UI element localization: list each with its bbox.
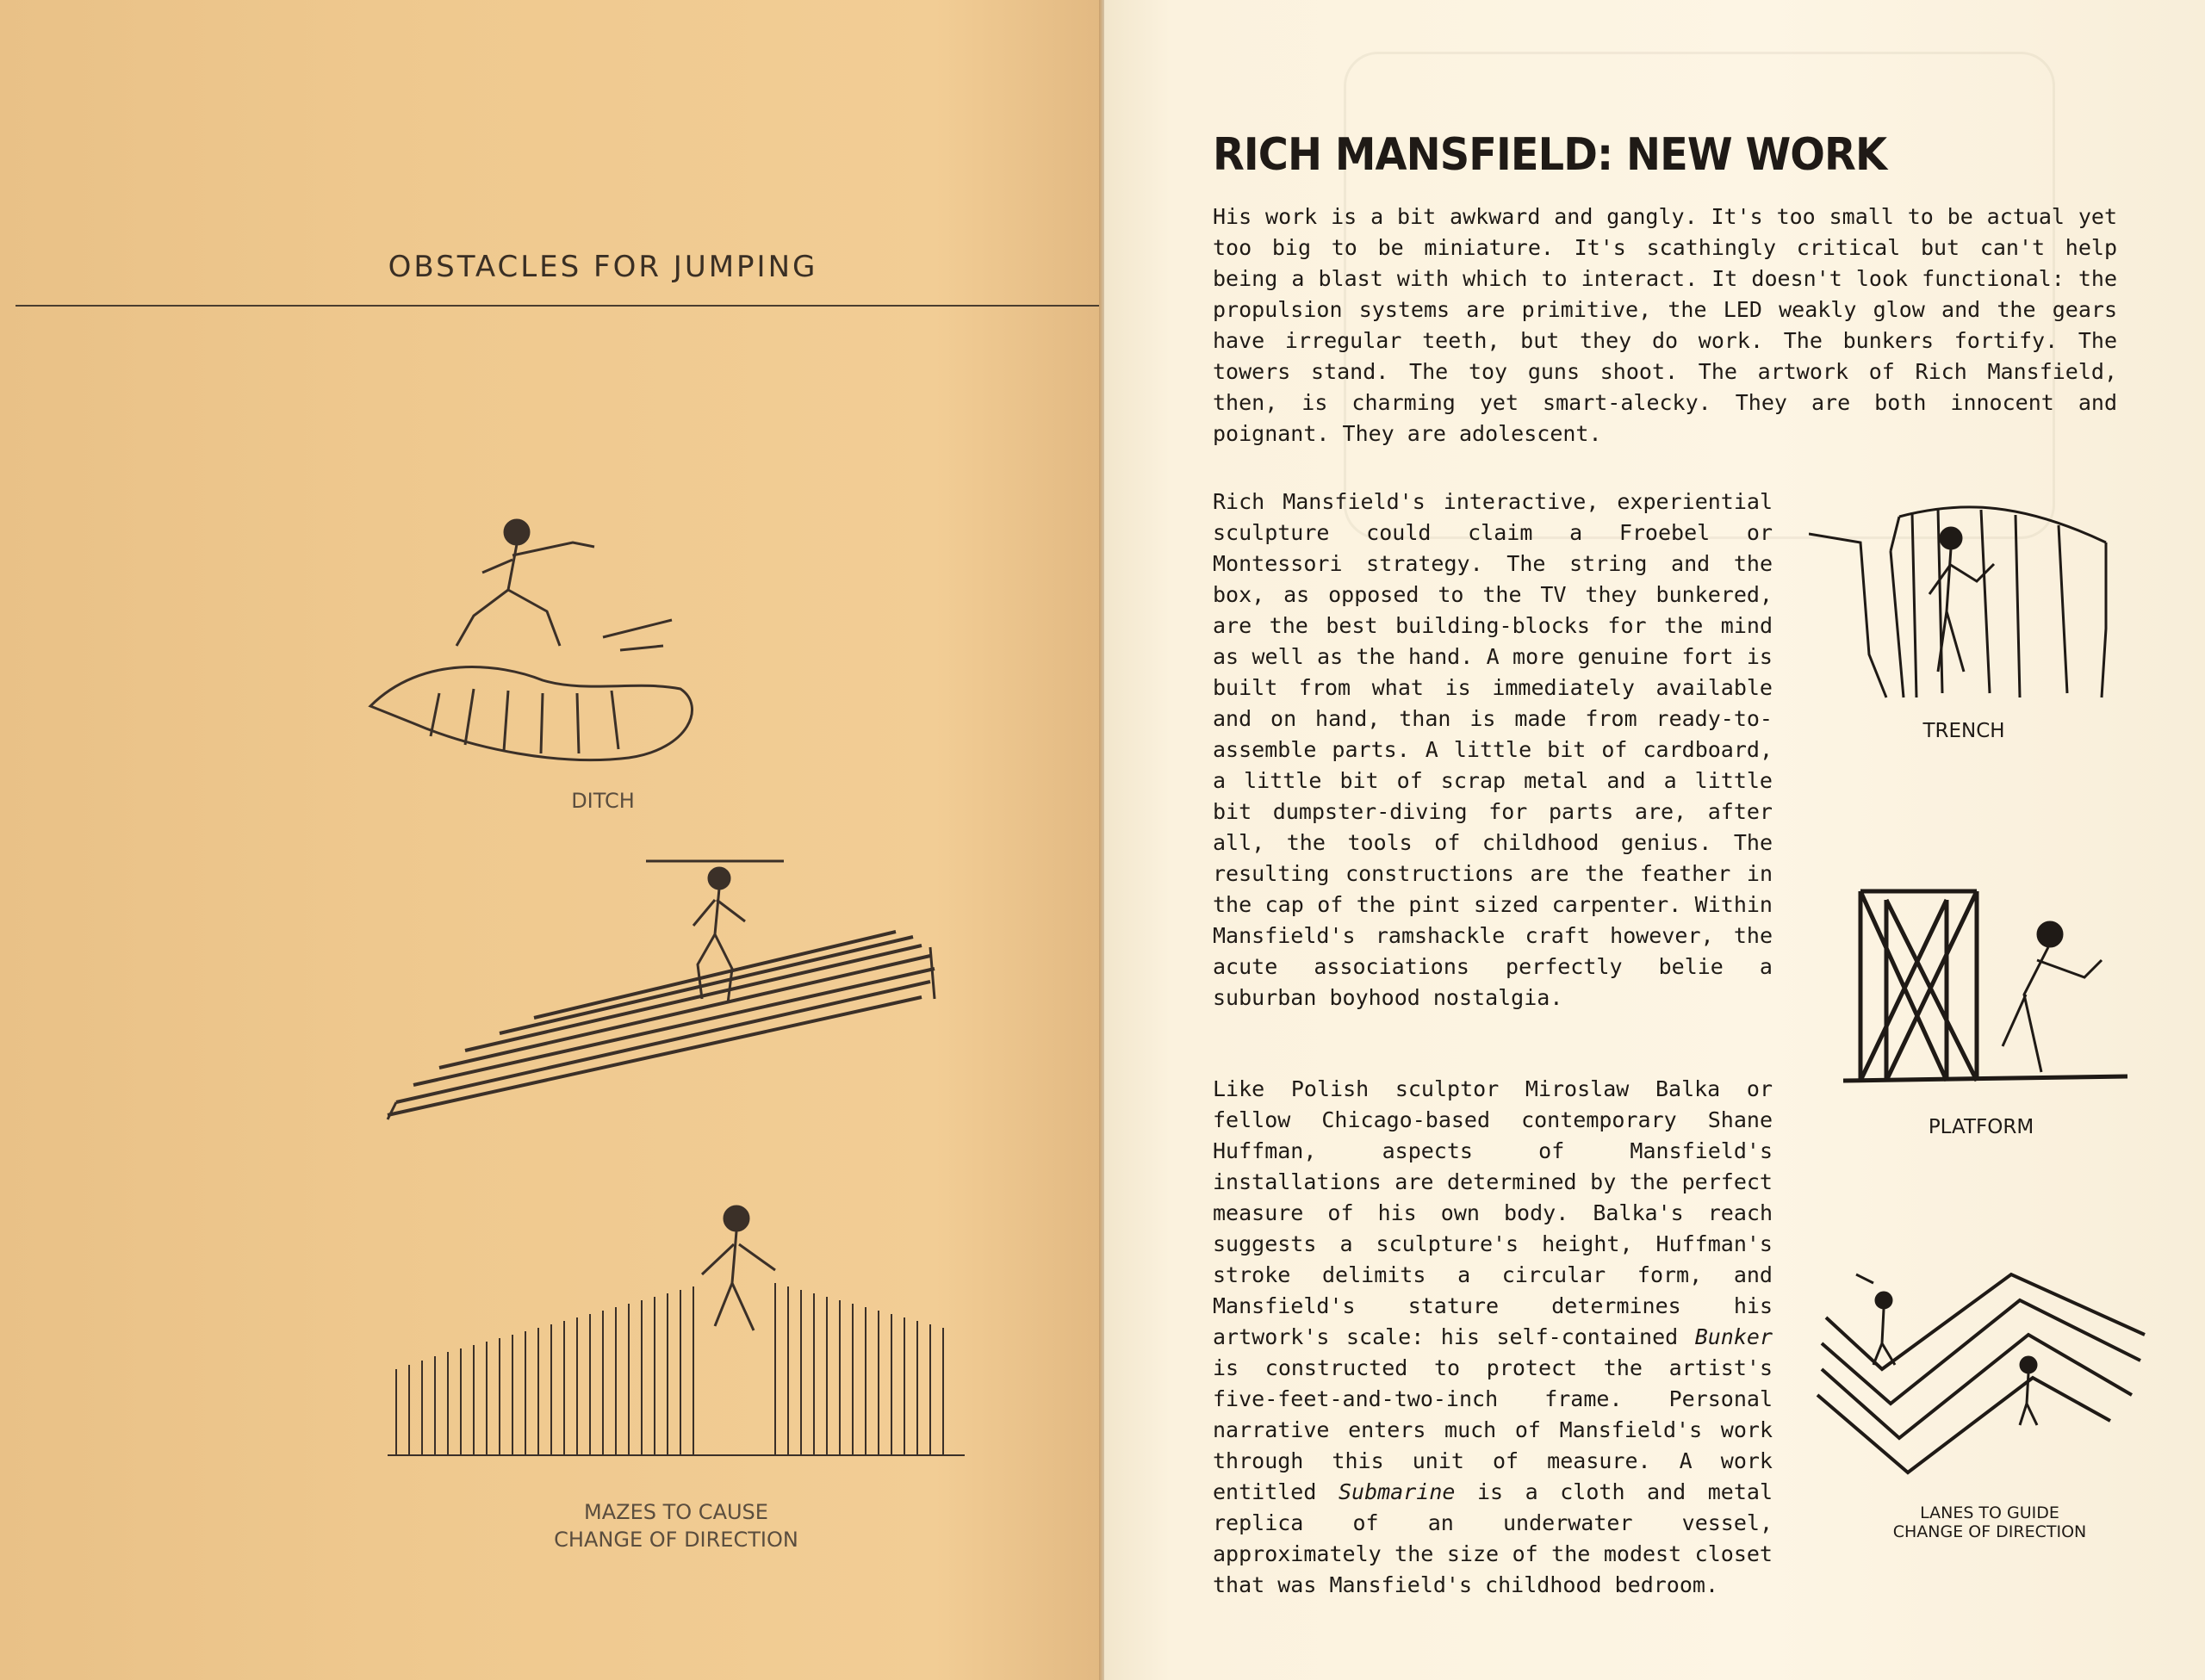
maze-caption [482,1498,870,1553]
left-page-heading: OBSTACLES FOR JUMPING [388,250,818,284]
left-page [0,0,1101,1680]
paragraph-3-part-c: is a cloth and metal replica of an underwater vessel, approximately the size of the modest closet that was Mansfield's childhood bedroom. [1213,1479,1773,1597]
trench-caption: TRENCH [1922,720,2005,742]
bunker-title: Bunker [1694,1324,1773,1349]
intro-paragraph: His work is a bit awkward and gangly. It's too small to be actual yet too big to be miniature. It's scathingly critical but can't help being a blast with which to interact. It doesn't look functional: the propulsion systems are primitive, the LED weakly glow and the gears have irregular teeth, but they do work. The bunkers fortify. The towers stand. The toy guns shoot. The artwork of Rich Mansfield, then, is charming yet smart-alecky. They are both innocent and poignant. They are adolescent. [1213,204,2117,446]
platform-caption: PLATFORM [1928,1116,2034,1138]
lanes-illustration [1813,1266,2149,1498]
lanes-caption-line2: CHANGE OF DIRECTION [1892,1522,2087,1541]
trench-illustration [1809,499,2119,715]
paragraph-2: Rich Mansfield's interactive, experiential sculpture could claim a Froebel or Montessori strategy. The string and the box, as opposed to the TV they bunkered, are the best building-blocks for the mind as well as the hand. A more genuine fort is built from what is immediately available and on hand, than is made from ready-to-assemble parts. A little bit of cardboard, a little bit of scrap metal and a little bit dumpster-diving for parts are, after all, the tools of childhood genius. The resulting constructions are the feather in the cap of the pint sized carpenter. Within Mansfield's ramshackle craft however, the acute associations perfectly belie a suburban boyhood nostalgia. [1213,489,1773,1010]
paragraph-3 [1213,1074,1773,1601]
paragraph-3-part-b: is constructed to protect the artist's five-feet-and-two-inch frame. Personal narrative enters much of Mansfield's work through this unit of measure. A work entitled [1213,1355,1773,1504]
ditch-illustration [345,508,715,784]
maze-caption-line1: MAZES TO CAUSE [584,1500,768,1524]
lanes-caption-line1: LANES TO GUIDE [1920,1503,2059,1522]
submarine-title: Submarine [1338,1479,1456,1504]
maze-caption-line2: CHANGE OF DIRECTION [554,1528,798,1552]
log-runner-illustration [379,852,939,1128]
heading-rule [16,305,1101,307]
lanes-caption [1852,1503,2127,1541]
paragraph-3-part-a: Like Polish sculptor Miroslaw Balka or fellow Chicago-based contemporary Shane Huffman, aspects of Mansfield's installations are determined by the perfect measure of his own body. Balka's reach suggests a sculpture's height, Huffman's stroke delimits a circular form, and Mansfield's stature determines his artwork's scale: his self-contained [1213,1076,1773,1349]
ditch-caption: DITCH [571,789,635,813]
maze-illustration [370,1197,973,1472]
platform-illustration [1826,874,2136,1098]
article-title: RICH MANSFIELD: NEW WORK [1213,129,1887,181]
